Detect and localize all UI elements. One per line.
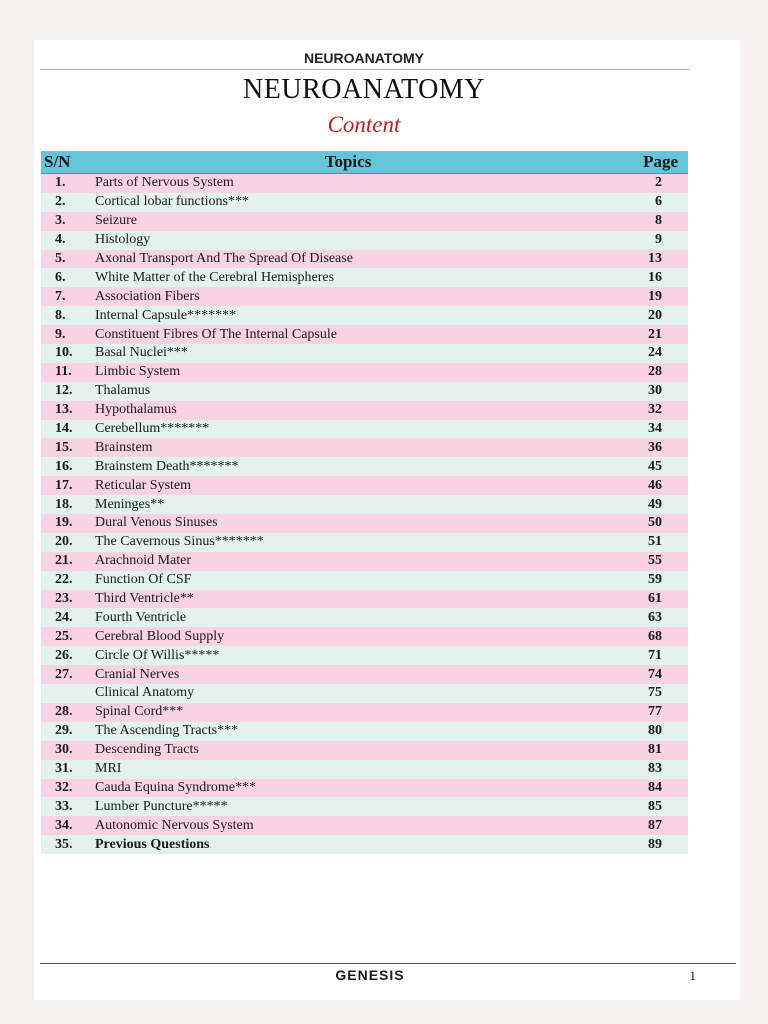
row-serial-number: 32. <box>41 779 83 798</box>
row-page-number: 32 <box>613 401 688 420</box>
row-topic: Cortical lobar functions*** <box>83 193 613 212</box>
table-header-row <box>41 151 688 174</box>
row-serial-number: 35. <box>41 835 83 854</box>
row-page-number: 6 <box>613 193 688 212</box>
column-header-page: Page <box>613 151 688 174</box>
row-topic: Brainstem Death******* <box>83 457 613 476</box>
table-row <box>41 382 688 401</box>
table-row <box>41 325 688 344</box>
table-row <box>41 212 688 231</box>
row-serial-number: 3. <box>41 212 83 231</box>
table-row <box>41 420 688 439</box>
column-header-topics: Topics <box>83 151 613 174</box>
table-row <box>41 684 688 703</box>
table-row <box>41 193 688 212</box>
table-row <box>41 552 688 571</box>
row-serial-number: 17. <box>41 476 83 495</box>
table-row <box>41 571 688 590</box>
row-topic: Cerebellum******* <box>83 420 613 439</box>
table-row <box>41 174 688 193</box>
row-serial-number: 14. <box>41 420 83 439</box>
row-page-number: 24 <box>613 344 688 363</box>
row-page-number: 81 <box>613 741 688 760</box>
row-page-number: 87 <box>613 816 688 835</box>
page-title: NEUROANATOMY <box>243 74 485 105</box>
table-row <box>41 495 688 514</box>
row-topic: Reticular System <box>83 476 613 495</box>
row-page-number: 20 <box>613 306 688 325</box>
row-topic: The Cavernous Sinus******* <box>83 533 613 552</box>
row-page-number: 74 <box>613 665 688 684</box>
row-topic: Function Of CSF <box>83 571 613 590</box>
row-serial-number: 24. <box>41 608 83 627</box>
row-serial-number: 26. <box>41 646 83 665</box>
footer-brand: GENESIS <box>335 967 405 983</box>
row-serial-number: 22. <box>41 571 83 590</box>
row-page-number: 28 <box>613 363 688 382</box>
column-header-sn: S/N <box>41 151 83 174</box>
table-row <box>41 816 688 835</box>
row-topic: Spinal Cord*** <box>83 703 613 722</box>
row-page-number: 30 <box>613 382 688 401</box>
row-topic: Hypothalamus <box>83 401 613 420</box>
row-serial-number: 5. <box>41 250 83 269</box>
row-page-number: 68 <box>613 627 688 646</box>
row-topic: Histology <box>83 231 613 250</box>
table-row <box>41 268 688 287</box>
row-topic: Cerebral Blood Supply <box>83 627 613 646</box>
row-topic: Brainstem <box>83 438 613 457</box>
row-topic: Axonal Transport And The Spread Of Disease <box>83 250 613 269</box>
row-page-number: 71 <box>613 646 688 665</box>
row-serial-number: 33. <box>41 797 83 816</box>
row-serial-number: 10. <box>41 344 83 363</box>
row-serial-number: 30. <box>41 741 83 760</box>
row-page-number: 59 <box>613 571 688 590</box>
row-topic: Internal Capsule******* <box>83 306 613 325</box>
row-topic: Autonomic Nervous System <box>83 816 613 835</box>
page-subtitle: Content <box>327 112 401 137</box>
row-serial-number: 7. <box>41 287 83 306</box>
row-serial-number: 34. <box>41 816 83 835</box>
table-row <box>41 835 688 854</box>
row-page-number: 45 <box>613 457 688 476</box>
row-page-number: 9 <box>613 231 688 250</box>
row-topic: Association Fibers <box>83 287 613 306</box>
row-page-number: 2 <box>613 174 688 193</box>
row-page-number: 80 <box>613 722 688 741</box>
row-serial-number <box>41 684 83 703</box>
row-topic: Parts of Nervous System <box>83 174 613 193</box>
row-topic: Third Ventricle** <box>83 590 613 609</box>
row-page-number: 46 <box>613 476 688 495</box>
row-topic: Meninges** <box>83 495 613 514</box>
row-page-number: 77 <box>613 703 688 722</box>
row-page-number: 84 <box>613 779 688 798</box>
contents-table <box>41 151 688 854</box>
row-serial-number: 8. <box>41 306 83 325</box>
table-row <box>41 514 688 533</box>
footer-divider <box>40 963 736 964</box>
table-row <box>41 344 688 363</box>
row-page-number: 49 <box>613 495 688 514</box>
table-row <box>41 363 688 382</box>
row-page-number: 16 <box>613 268 688 287</box>
row-topic: MRI <box>83 760 613 779</box>
row-page-number: 89 <box>613 835 688 854</box>
table-row <box>41 590 688 609</box>
row-serial-number: 11. <box>41 363 83 382</box>
table-row <box>41 608 688 627</box>
row-topic: Basal Nuclei*** <box>83 344 613 363</box>
row-page-number: 34 <box>613 420 688 439</box>
row-page-number: 19 <box>613 287 688 306</box>
row-topic: Cranial Nerves <box>83 665 613 684</box>
row-page-number: 83 <box>613 760 688 779</box>
row-topic: Constituent Fibres Of The Internal Capsule <box>83 325 613 344</box>
row-topic: Circle Of Willis***** <box>83 646 613 665</box>
row-page-number: 55 <box>613 552 688 571</box>
row-topic: The Ascending Tracts*** <box>83 722 613 741</box>
table-row <box>41 779 688 798</box>
row-page-number: 85 <box>613 797 688 816</box>
row-topic: Arachnoid Mater <box>83 552 613 571</box>
row-serial-number: 23. <box>41 590 83 609</box>
row-serial-number: 20. <box>41 533 83 552</box>
table-row <box>41 703 688 722</box>
table-row <box>41 306 688 325</box>
row-serial-number: 29. <box>41 722 83 741</box>
row-serial-number: 12. <box>41 382 83 401</box>
row-serial-number: 19. <box>41 514 83 533</box>
row-topic: Dural Venous Sinuses <box>83 514 613 533</box>
row-page-number: 51 <box>613 533 688 552</box>
table-row <box>41 231 688 250</box>
row-serial-number: 18. <box>41 495 83 514</box>
row-topic: White Matter of the Cerebral Hemispheres <box>83 268 613 287</box>
table-row <box>41 250 688 269</box>
row-page-number: 63 <box>613 608 688 627</box>
table-row <box>41 476 688 495</box>
row-topic: Thalamus <box>83 382 613 401</box>
row-page-number: 36 <box>613 438 688 457</box>
table-row <box>41 760 688 779</box>
running-header: NEUROANATOMY <box>303 50 425 66</box>
header-divider <box>40 69 690 70</box>
row-page-number: 50 <box>613 514 688 533</box>
row-page-number: 21 <box>613 325 688 344</box>
row-topic: Clinical Anatomy <box>83 684 613 703</box>
row-topic: Cauda Equina Syndrome*** <box>83 779 613 798</box>
footer-page-number: 1 <box>689 968 696 983</box>
row-topic: Seizure <box>83 212 613 231</box>
table-row <box>41 797 688 816</box>
table-row <box>41 741 688 760</box>
row-page-number: 13 <box>613 250 688 269</box>
row-serial-number: 2. <box>41 193 83 212</box>
row-page-number: 75 <box>613 684 688 703</box>
table-row <box>41 665 688 684</box>
row-serial-number: 28. <box>41 703 83 722</box>
row-serial-number: 16. <box>41 457 83 476</box>
row-serial-number: 25. <box>41 627 83 646</box>
row-topic: Descending Tracts <box>83 741 613 760</box>
row-topic: Previous Questions <box>83 835 613 854</box>
row-serial-number: 6. <box>41 268 83 287</box>
table-row <box>41 533 688 552</box>
row-topic: Limbic System <box>83 363 613 382</box>
row-serial-number: 13. <box>41 401 83 420</box>
row-serial-number: 15. <box>41 438 83 457</box>
row-serial-number: 21. <box>41 552 83 571</box>
row-serial-number: 9. <box>41 325 83 344</box>
row-page-number: 8 <box>613 212 688 231</box>
table-row <box>41 722 688 741</box>
row-topic: Lumber Puncture***** <box>83 797 613 816</box>
row-serial-number: 31. <box>41 760 83 779</box>
table-row <box>41 457 688 476</box>
row-serial-number: 4. <box>41 231 83 250</box>
row-serial-number: 1. <box>41 174 83 193</box>
table-row <box>41 438 688 457</box>
row-topic: Fourth Ventricle <box>83 608 613 627</box>
table-row <box>41 287 688 306</box>
contents-table-body <box>41 174 688 855</box>
table-row <box>41 627 688 646</box>
row-serial-number: 27. <box>41 665 83 684</box>
table-row <box>41 646 688 665</box>
table-row <box>41 401 688 420</box>
row-page-number: 61 <box>613 590 688 609</box>
